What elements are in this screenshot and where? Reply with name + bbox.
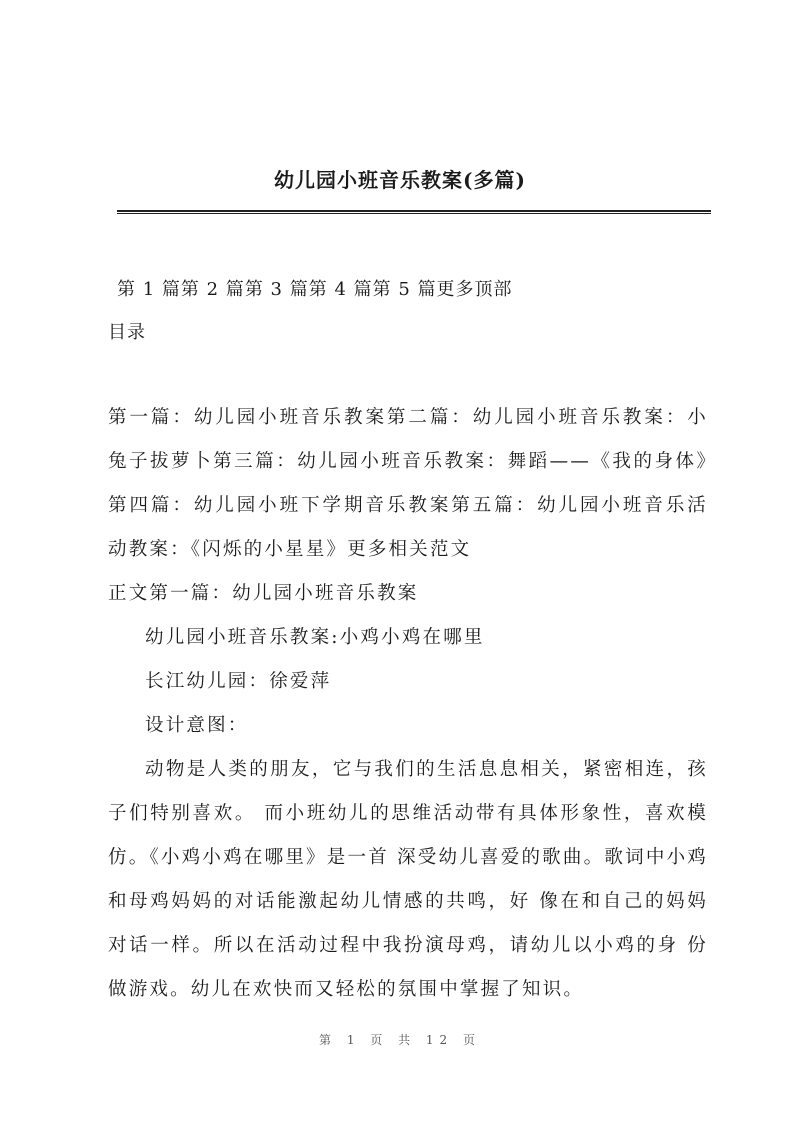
page-footer: 第 1 页 共 12 页 (319, 1033, 481, 1047)
nav-link-part-3[interactable]: 第 3 篇 (244, 279, 309, 300)
document-body (108, 396, 708, 1012)
lesson-title: 幼儿园小班音乐教案:小鸡小鸡在哪里 (145, 627, 485, 648)
nav-link-part-1[interactable]: 第 1 篇 (117, 279, 181, 300)
nav-link-part-2[interactable]: 第 2 篇 (180, 279, 245, 300)
nav-link-more[interactable]: 更多 (436, 279, 475, 300)
body-start-heading: 正文第一篇：幼儿园小班音乐教案 (108, 583, 419, 604)
nav-link-top[interactable]: 顶部 (474, 279, 513, 300)
author-line: 长江幼儿园：徐爱萍 (145, 671, 332, 692)
title-divider (117, 210, 711, 214)
document-title: 幼儿园小班音乐教案(多篇) (274, 168, 526, 192)
nav-link-part-5[interactable]: 第 5 篇 (372, 279, 437, 300)
design-label: 设计意图： (145, 715, 249, 736)
nav-link-part-4[interactable]: 第 4 篇 (308, 279, 373, 300)
toc-heading: 目录 (108, 322, 146, 343)
design-paragraph: 动物是人类的朋友，它与我们的生活息息相关，紧密相连，孩子们特别喜欢。 而小班幼儿的思维活动带有具体形象性，喜欢模仿。《小鸡小鸡在哪里》是一首 深受幼儿喜爱的歌曲。歌词中小鸡和母鸡妈妈的对话能激起幼儿情感的共鸣，好 像在和自己的妈妈对话一样。所以在活动过程中我扮演母鸡，请幼儿以小鸡的身 份做游戏。幼儿在欢快而又轻松的氛围中掌握了知识。 (108, 759, 708, 1000)
toc-text: 第一篇：幼儿园小班音乐教案第二篇：幼儿园小班音乐教案：小兔子拔萝卜第三篇：幼儿园小班音乐教案：舞蹈——《我的身体》第四篇：幼儿园小班下学期音乐教案第五篇：幼儿园小班音乐活动教案：《闪烁的小星星》更多相关范文 (108, 407, 708, 560)
section-nav (117, 275, 513, 301)
